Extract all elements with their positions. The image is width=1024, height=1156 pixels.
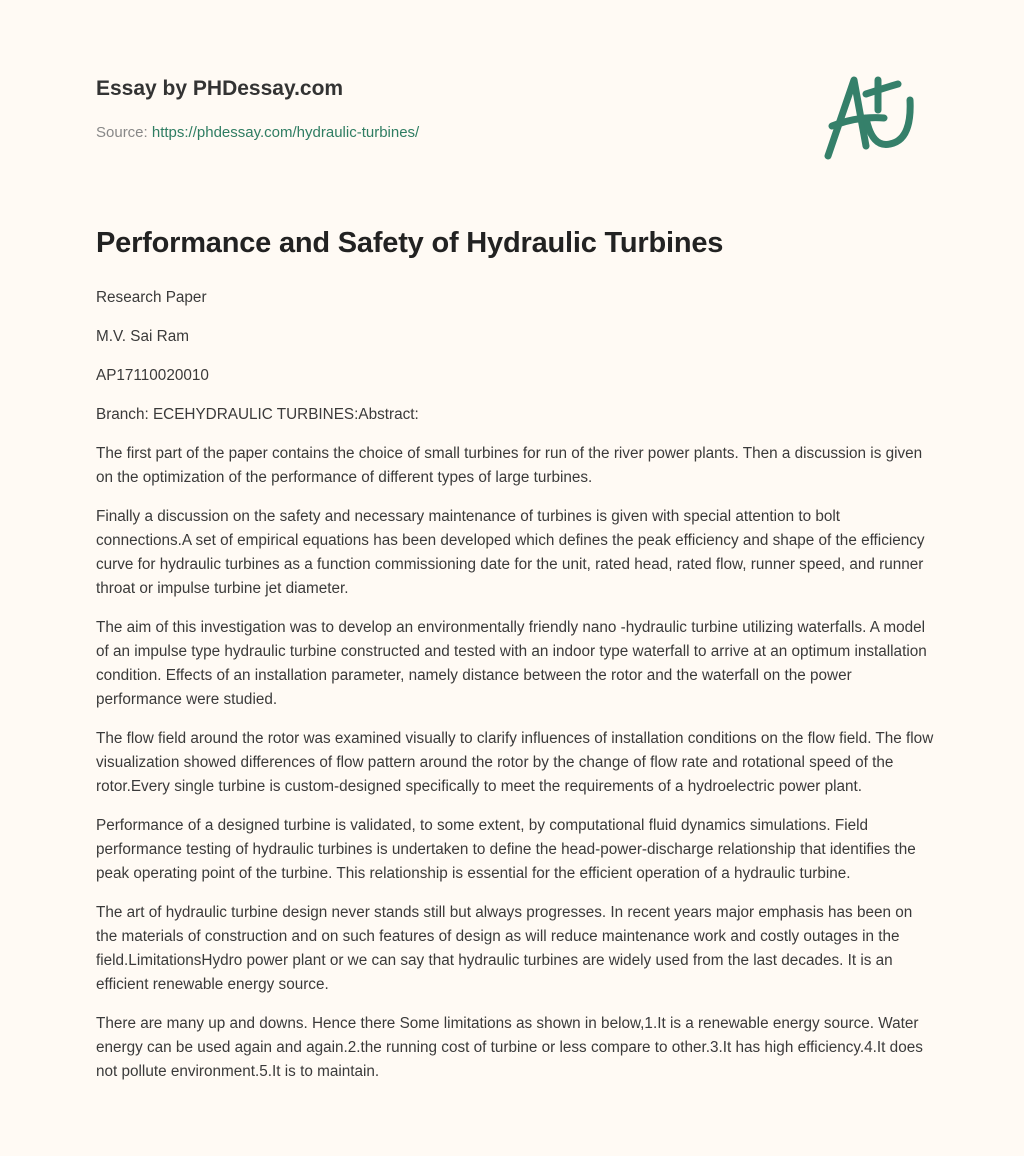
paragraph: Finally a discussion on the safety and necessary maintenance of turbines is given with special attention to bolt connections.A set of empirical equations has been developed which defines the peak efficiency and shape of the efficiency curve for hydraulic turbines as a function commissioning date for the unit, rated head, rated flow, runner speed, and runner throat or impulse turbine jet diameter. <box>96 508 925 597</box>
source-line <box>96 124 419 141</box>
essay-body <box>96 286 936 1099</box>
paragraph: The art of hydraulic turbine design never stands still but always progresses. In recent years major emphasis has been on the materials of construction and on such features of design as will reduce maintenance work and costly outages in the field.LimitationsHydro power plant or we can say that hydraulic turbines are widely used from the last decades. It is an efficient renewable energy source. <box>96 904 913 993</box>
paragraph: Branch: ECEHYDRAULIC TURBINES:Abstract: <box>96 406 419 423</box>
essay-title: Performance and Safety of Hydraulic Turbines <box>96 227 724 259</box>
paragraph: M.V. Sai Ram <box>96 328 189 345</box>
a-plus-logo-icon <box>818 68 928 168</box>
paragraph: There are many up and downs. Hence there Some limitations as shown in below,1.It is a renewable energy source. Water energy can be used again and again.2.the running cost of turbine or less compare to other.3.It has high efficiency.4.It does not pollute environment.5.It is to maintain. <box>96 1015 923 1080</box>
paragraph: The aim of this investigation was to develop an environmentally friendly nano -hydraulic turbine utilizing waterfalls. A model of an impulse type hydraulic turbine constructed and tested with an indoor type waterfall to arrive at an optimum installation condition. Effects of an installation parameter, namely distance between the rotor and the waterfall on the power performance were studied. <box>96 619 927 708</box>
source-link[interactable]: https://phdessay.com/hydraulic-turbines/ <box>151 124 420 141</box>
paragraph: Performance of a designed turbine is validated, to some extent, by computational fluid dynamics simulations. Field performance testing of hydraulic turbines is undertaken to define the head-power-discharge relationship that identifies the peak operating point of the turbine. This relationship is essential for the efficient operation of a hydraulic turbine. <box>96 817 916 882</box>
paragraph: AP17110020010 <box>96 367 209 384</box>
source-label: Source: <box>96 124 148 141</box>
site-brand: Essay by PHDessay.com <box>96 77 344 100</box>
paragraph: Research Paper <box>96 289 207 306</box>
paragraph: The flow field around the rotor was examined visually to clarify influences of installation conditions on the flow field. The flow visualization showed differences of flow pattern around the rotor by the change of flow rate and rotational speed of the rotor.Every single turbine is custom-designed specifically to meet the requirements of a hydroelectric power plant. <box>96 730 934 795</box>
paragraph: The first part of the paper contains the choice of small turbines for run of the river power plants. Then a discussion is given on the optimization of the performance of different types of large turbines. <box>96 445 923 486</box>
